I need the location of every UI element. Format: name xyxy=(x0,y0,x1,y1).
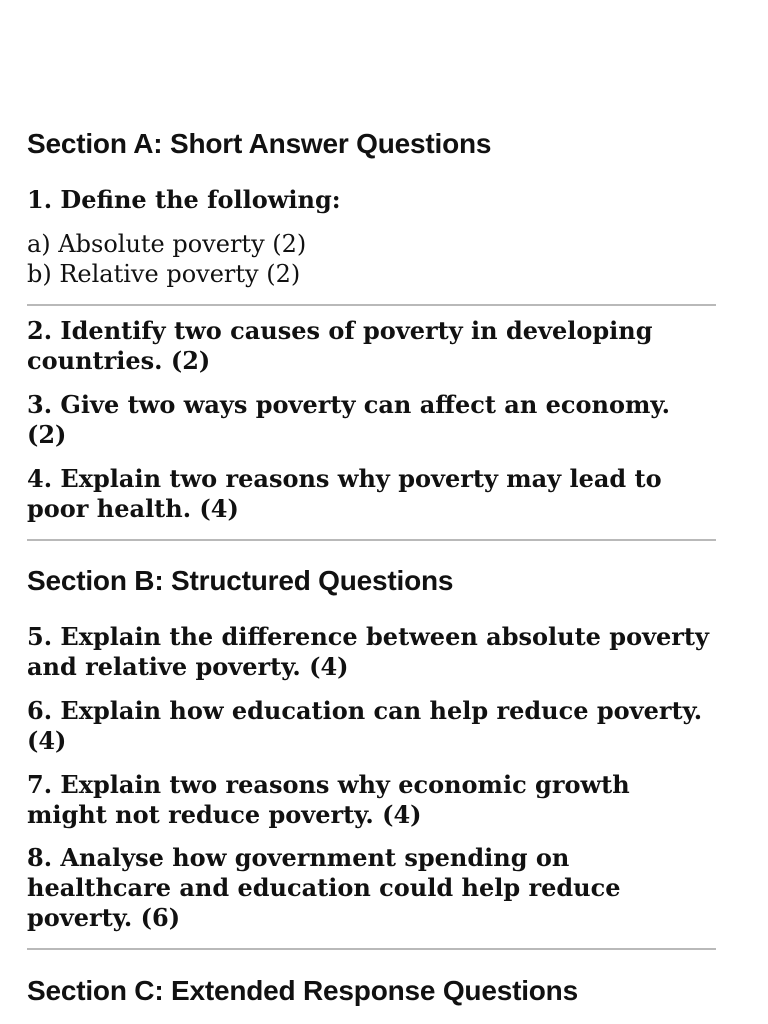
question-8: 8. Analyse how government spending on healthcare and education could help reduce poverty. (6) xyxy=(27,843,621,932)
divider xyxy=(27,539,716,541)
question-1-part-b: b) Relative poverty (2) xyxy=(27,260,301,288)
question-3: 3. Give two ways poverty can affect an economy. (2) xyxy=(27,390,670,449)
question-7: 7. Explain two reasons why economic growth might not reduce poverty. (4) xyxy=(27,770,630,829)
question-1-prompt: 1. Define the following: xyxy=(27,185,341,214)
question-2: 2. Identify two causes of poverty in developing countries. (2) xyxy=(27,316,653,375)
section-c-heading: Section C: Extended Response Questions xyxy=(27,975,578,1006)
question-4: 4. Explain two reasons why poverty may lead to poor health. (4) xyxy=(27,464,662,523)
section-a-heading: Section A: Short Answer Questions xyxy=(27,128,492,159)
section-b-heading: Section B: Structured Questions xyxy=(27,565,454,596)
question-6: 6. Explain how education can help reduce poverty. (4) xyxy=(27,696,703,755)
question-1-part-a: a) Absolute poverty (2) xyxy=(27,230,307,258)
question-5: 5. Explain the difference between absolute poverty and relative poverty. (4) xyxy=(27,622,709,681)
divider xyxy=(27,304,716,306)
divider xyxy=(27,948,716,950)
